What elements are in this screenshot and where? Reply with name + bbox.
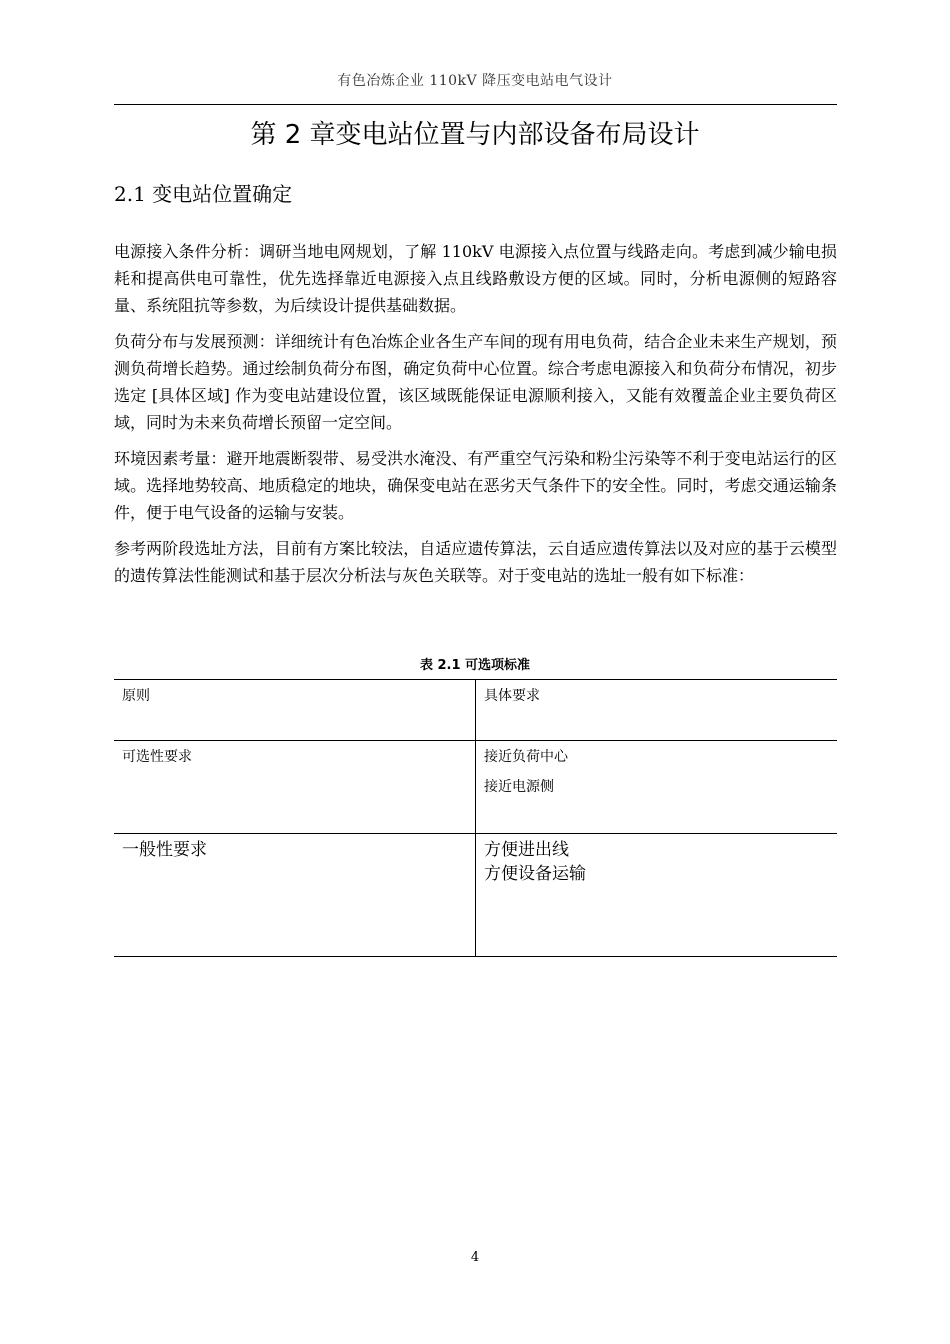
table-header-requirement: 具体要求 xyxy=(476,680,838,741)
requirement-item: 方便设备运输 xyxy=(484,864,586,884)
paragraph-power-access: 电源接入条件分析：调研当地电网规划，了解 110kV 电源接入点位置与线路走向。考虑到减少输电损耗和提高供电可靠性，优先选择靠近电源接入点且线路敷设方便的区域。同时，分析电源侧的短路容量、系统阻抗等参数，为后续设计提供基础数据。 xyxy=(114,242,837,315)
table-header-principle: 原则 xyxy=(114,680,476,741)
requirement-item: 接近负荷中心 xyxy=(484,749,568,765)
header-divider xyxy=(114,104,837,105)
chapter-title: 第 2 章变电站位置与内部设备布局设计 xyxy=(250,120,700,150)
requirement-item: 接近电源侧 xyxy=(484,779,554,795)
paragraph-site-selection-methods: 参考两阶段选址方法，目前有方案比较法，自适应遗传算法，云自适应遗传算法以及对应的基于云模型的遗传算法性能测试和基于层次分析法与灰色关联等。对于变电站的选址一般有如下标准： xyxy=(114,539,837,585)
table-cell-requirements xyxy=(476,741,838,834)
section-title: 2.1 变电站位置确定 xyxy=(114,182,293,206)
table-cell-principle: 一般性要求 xyxy=(114,834,476,957)
page-number: 4 xyxy=(470,1250,480,1265)
table-header-row xyxy=(114,680,837,741)
table-row xyxy=(114,741,837,834)
paragraph-load-distribution: 负荷分布与发展预测：详细统计有色冶炼企业各生产车间的现有用电负荷，结合企业未来生产规划，预测负荷增长趋势。通过绘制负荷分布图，确定负荷中心位置。综合考虑电源接入和负荷分布情况，初步选定 [具体区域] 作为变电站建设位置，该区域既能保证电源顺利接入，又能有效覆盖企业主要负荷区域，同时为未来负荷增长预留一定空间。 xyxy=(114,332,837,432)
table-row xyxy=(114,834,837,957)
running-header: 有色冶炼企业 110kV 降压变电站电气设计 xyxy=(337,73,613,89)
paragraph-environment: 环境因素考量：避开地震断裂带、易受洪水淹没、有严重空气污染和粉尘污染等不利于变电站运行的区域。选择地势较高、地质稳定的地块，确保变电站在恶劣天气条件下的安全性。同时，考虑交通运输条件，便于电气设备的运输与安装。 xyxy=(114,449,837,522)
criteria-table xyxy=(114,679,837,957)
table-cell-principle: 可选性要求 xyxy=(114,741,476,834)
table-caption: 表 2.1 可选项标准 xyxy=(419,658,531,673)
table-cell-requirements xyxy=(476,834,838,957)
requirement-item: 方便进出线 xyxy=(484,840,569,860)
body-text xyxy=(114,238,837,598)
